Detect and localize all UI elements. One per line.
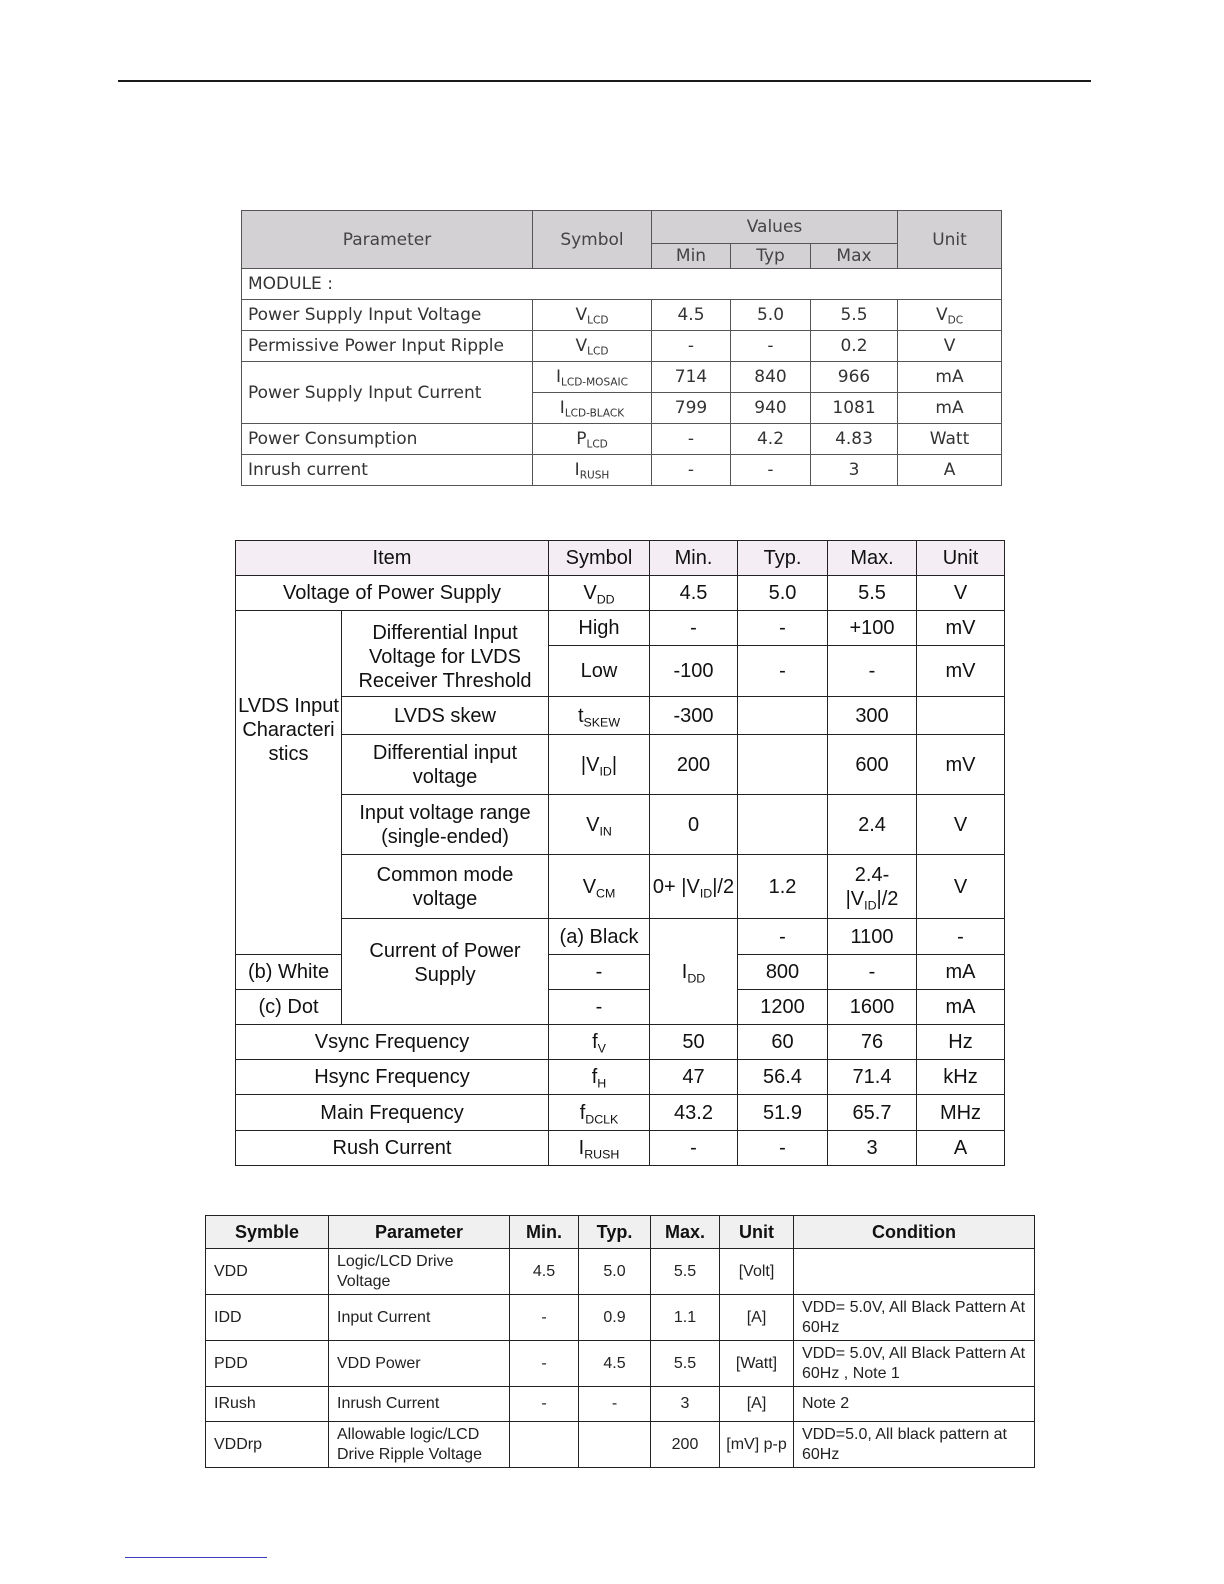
- unit-cell: V: [898, 331, 1002, 362]
- param-cell: Logic/LCD Drive Voltage: [329, 1249, 510, 1295]
- min-cell: [510, 1422, 579, 1468]
- typ-cell: [579, 1422, 651, 1468]
- module-power-table: [241, 210, 1002, 486]
- unit-cell: [A]: [720, 1295, 794, 1341]
- table-row: [236, 611, 1005, 646]
- max-cell: 2.4- $|V_{ID}|/2$: [828, 855, 917, 919]
- typ-cell: [738, 697, 828, 735]
- unit-cell: mA: [898, 393, 1002, 424]
- header-min: Min.: [650, 541, 738, 576]
- symbol-cell: $I_{LCD-BLACK}$: [533, 393, 652, 424]
- header-values: Values: [652, 211, 898, 244]
- max-cell: 966: [811, 362, 898, 393]
- min-cell: -: [652, 424, 731, 455]
- max-cell: 5.5: [828, 576, 917, 611]
- max-cell: -: [828, 955, 917, 990]
- unit-cell: mA: [898, 362, 1002, 393]
- header-condition: Condition: [794, 1216, 1035, 1249]
- param-cell: Input Current: [329, 1295, 510, 1341]
- typ-cell: 56.4: [738, 1060, 828, 1095]
- table-row: [236, 855, 1005, 919]
- symbol-cell: $t_{SKEW}$: [549, 697, 650, 735]
- min-cell: 4.5: [650, 576, 738, 611]
- min-cell: -: [549, 990, 650, 1025]
- typ-cell: -: [738, 646, 828, 697]
- typ-cell: 1.2: [738, 855, 828, 919]
- header-min: Min: [652, 244, 731, 269]
- max-cell: 5.5: [811, 300, 898, 331]
- item-cell: Voltage of Power Supply: [236, 576, 549, 611]
- symbol-cell: VDDrp: [206, 1422, 329, 1468]
- unit-cell: V: [917, 795, 1005, 855]
- typ-cell: 1200: [738, 990, 828, 1025]
- max-cell: 1600: [828, 990, 917, 1025]
- symbol-cell: $P_{LCD}$: [533, 424, 652, 455]
- min-cell: 0: [650, 795, 738, 855]
- unit-cell: [917, 697, 1005, 735]
- header-max: Max.: [828, 541, 917, 576]
- min-cell: -: [650, 611, 738, 646]
- header-item: Item: [236, 541, 549, 576]
- max-cell: 71.4: [828, 1060, 917, 1095]
- unit-cell: A: [898, 455, 1002, 486]
- symbol-cell: VDD: [206, 1249, 329, 1295]
- min-cell: $0+ |V_{ID}|/2$: [650, 855, 738, 919]
- symbol-cell: $V_{LCD}$: [533, 300, 652, 331]
- header-typ: Typ.: [579, 1216, 651, 1249]
- item-cell: (b) White: [236, 955, 342, 990]
- header-parameter: Parameter: [329, 1216, 510, 1249]
- min-cell: -: [738, 919, 828, 955]
- table-row: [242, 300, 1002, 331]
- table-row: [236, 1060, 1005, 1095]
- typ-cell: 1100: [828, 919, 917, 955]
- header-typ: Typ.: [738, 541, 828, 576]
- typ-cell: [738, 735, 828, 795]
- condition-cell: [794, 1249, 1035, 1295]
- typ-cell: 4.5: [579, 1341, 651, 1387]
- condition-cell: Note 2: [794, 1387, 1035, 1422]
- unit-cell: [Volt]: [720, 1249, 794, 1295]
- condition-cell: VDD= 5.0V, All Black Pattern At 60Hz , Note 1: [794, 1341, 1035, 1387]
- typ-cell: -: [738, 611, 828, 646]
- header-symbol: Symbol: [533, 211, 652, 269]
- max-cell: 1.1: [651, 1295, 720, 1341]
- max-cell: -: [917, 919, 1005, 955]
- header-max: Max: [811, 244, 898, 269]
- table-row: [206, 1249, 1035, 1295]
- typ-cell: 840: [731, 362, 811, 393]
- max-cell: 3: [811, 455, 898, 486]
- max-cell: +100: [828, 611, 917, 646]
- item-cell: Main Frequency: [236, 1095, 549, 1131]
- min-cell: -: [549, 955, 650, 990]
- header-unit: Unit: [720, 1216, 794, 1249]
- item-cell: Input voltage range (single-ended): [342, 795, 549, 855]
- table-row: [206, 1295, 1035, 1341]
- unit-cell: [mV] p-p: [720, 1422, 794, 1468]
- min-cell: -: [510, 1295, 579, 1341]
- header-rule: [118, 80, 1091, 82]
- typ-cell: -: [731, 455, 811, 486]
- min-cell: 43.2: [650, 1095, 738, 1131]
- lvds-characteristics-table: [235, 540, 1005, 1166]
- unit-cell: A: [917, 1131, 1005, 1166]
- unit-cell: Hz: [917, 1025, 1005, 1060]
- max-cell: 2.4: [828, 795, 917, 855]
- min-cell: -: [510, 1341, 579, 1387]
- unit-cell: MHz: [917, 1095, 1005, 1131]
- max-cell: -: [828, 646, 917, 697]
- min-cell: 714: [652, 362, 731, 393]
- unit-cell: Watt: [898, 424, 1002, 455]
- lvds-group-label: LVDS Input Characteri stics: [236, 611, 342, 955]
- symbol-cell: High: [549, 611, 650, 646]
- unit-cell: mV: [917, 611, 1005, 646]
- param-cell: Inrush Current: [329, 1387, 510, 1422]
- max-cell: 1081: [811, 393, 898, 424]
- symbol-cell: $I_{RUSH}$: [549, 1131, 650, 1166]
- max-cell: 3: [651, 1387, 720, 1422]
- typ-cell: -: [579, 1387, 651, 1422]
- item-cell: (a) Black: [549, 919, 650, 955]
- min-cell: -300: [650, 697, 738, 735]
- min-cell: 47: [650, 1060, 738, 1095]
- min-cell: -: [652, 455, 731, 486]
- table-row: [236, 1025, 1005, 1060]
- table-row: [236, 795, 1005, 855]
- typ-cell: -: [731, 331, 811, 362]
- condition-cell: VDD=5.0, All black pattern at 60Hz: [794, 1422, 1035, 1468]
- table-row: [206, 1422, 1035, 1468]
- item-cell: Hsync Frequency: [236, 1060, 549, 1095]
- param-cell: Power Supply Input Voltage: [242, 300, 533, 331]
- max-cell: 65.7: [828, 1095, 917, 1131]
- min-cell: 4.5: [510, 1249, 579, 1295]
- max-cell: 600: [828, 735, 917, 795]
- table-row: [236, 1131, 1005, 1166]
- section-label: MODULE :: [242, 269, 1002, 300]
- min-cell: -: [652, 331, 731, 362]
- typ-cell: 5.0: [579, 1249, 651, 1295]
- header-unit: Unit: [898, 211, 1002, 269]
- unit-cell: V: [917, 576, 1005, 611]
- symbol-cell: $f_V$: [549, 1025, 650, 1060]
- symbol-cell: $V_{CM}$: [549, 855, 650, 919]
- min-cell: -100: [650, 646, 738, 697]
- unit-cell: V: [917, 855, 1005, 919]
- symbol-cell: IDD: [206, 1295, 329, 1341]
- symbol-cell: Low: [549, 646, 650, 697]
- typ-cell: 51.9: [738, 1095, 828, 1131]
- min-cell: -: [510, 1387, 579, 1422]
- min-cell: 799: [652, 393, 731, 424]
- unit-cell: mV: [917, 735, 1005, 795]
- max-cell: 200: [651, 1422, 720, 1468]
- electrical-spec-table: [205, 1215, 1035, 1468]
- param-cell: Permissive Power Input Ripple: [242, 331, 533, 362]
- table-row: [236, 697, 1005, 735]
- max-cell: 3: [828, 1131, 917, 1166]
- table-row: [242, 331, 1002, 362]
- min-cell: 50: [650, 1025, 738, 1060]
- max-cell: 5.5: [651, 1249, 720, 1295]
- item-cell: Rush Current: [236, 1131, 549, 1166]
- unit-cell: [A]: [720, 1387, 794, 1422]
- threshold-label: Differential Input Voltage for LVDS Receiver Threshold: [342, 611, 549, 697]
- typ-cell: 60: [738, 1025, 828, 1060]
- max-cell: 5.5: [651, 1341, 720, 1387]
- typ-cell: 5.0: [731, 300, 811, 331]
- symbol-cell: $f_{DCLK}$: [549, 1095, 650, 1131]
- table-row: [236, 735, 1005, 795]
- typ-cell: 5.0: [738, 576, 828, 611]
- table-row: [242, 362, 1002, 393]
- header-symbol: Symbol: [549, 541, 650, 576]
- table-row: [236, 919, 1005, 955]
- symbol-cell: $f_H$: [549, 1060, 650, 1095]
- header-unit: Unit: [917, 541, 1005, 576]
- unit-cell: mV: [917, 646, 1005, 697]
- max-cell: 0.2: [811, 331, 898, 362]
- min-cell: 4.5: [652, 300, 731, 331]
- item-cell: LVDS skew: [342, 697, 549, 735]
- typ-cell: [738, 795, 828, 855]
- symbol-cell: IRush: [206, 1387, 329, 1422]
- table-row: [206, 1341, 1035, 1387]
- typ-cell: 940: [731, 393, 811, 424]
- symbol-cell: $V_{DD}$: [549, 576, 650, 611]
- param-cell: Power Supply Input Current: [242, 362, 533, 424]
- symbol-cell: $|V_{ID}|$: [549, 735, 650, 795]
- typ-cell: 800: [738, 955, 828, 990]
- min-cell: -: [650, 1131, 738, 1166]
- unit-cell: kHz: [917, 1060, 1005, 1095]
- symbol-cell: $V_{LCD}$: [533, 331, 652, 362]
- unit-cell: mA: [917, 955, 1005, 990]
- table-row: [242, 424, 1002, 455]
- table-row: [206, 1387, 1035, 1422]
- typ-cell: 0.9: [579, 1295, 651, 1341]
- param-cell: Inrush current: [242, 455, 533, 486]
- table-row: [242, 455, 1002, 486]
- max-cell: 76: [828, 1025, 917, 1060]
- condition-cell: VDD= 5.0V, All Black Pattern At 60Hz: [794, 1295, 1035, 1341]
- typ-cell: 4.2: [731, 424, 811, 455]
- max-cell: 300: [828, 697, 917, 735]
- item-cell: Vsync Frequency: [236, 1025, 549, 1060]
- header-symbol: Symble: [206, 1216, 329, 1249]
- typ-cell: -: [738, 1131, 828, 1166]
- table-row: [236, 1095, 1005, 1131]
- param-cell: Allowable logic/LCD Drive Ripple Voltage: [329, 1422, 510, 1468]
- symbol-cell: $I_{LCD-MOSAIC}$: [533, 362, 652, 393]
- header-parameter: Parameter: [242, 211, 533, 269]
- min-cell: 200: [650, 735, 738, 795]
- symbol-cell: $I_{DD}$: [650, 919, 738, 1025]
- item-cell: Differential input voltage: [342, 735, 549, 795]
- header-typ: Typ: [731, 244, 811, 269]
- header-max: Max.: [651, 1216, 720, 1249]
- max-cell: 4.83: [811, 424, 898, 455]
- table-row: [236, 576, 1005, 611]
- unit-cell: $V_{DC}$: [898, 300, 1002, 331]
- symbol-cell: $I_{RUSH}$: [533, 455, 652, 486]
- param-cell: Power Consumption: [242, 424, 533, 455]
- item-cell: (c) Dot: [236, 990, 342, 1025]
- unit-cell: mA: [917, 990, 1005, 1025]
- current-group-label: Current of Power Supply: [342, 919, 549, 1025]
- symbol-cell: PDD: [206, 1341, 329, 1387]
- footer-rule: [125, 1557, 267, 1558]
- header-min: Min.: [510, 1216, 579, 1249]
- unit-cell: [Watt]: [720, 1341, 794, 1387]
- item-cell: Common mode voltage: [342, 855, 549, 919]
- param-cell: VDD Power: [329, 1341, 510, 1387]
- symbol-cell: $V_{IN}$: [549, 795, 650, 855]
